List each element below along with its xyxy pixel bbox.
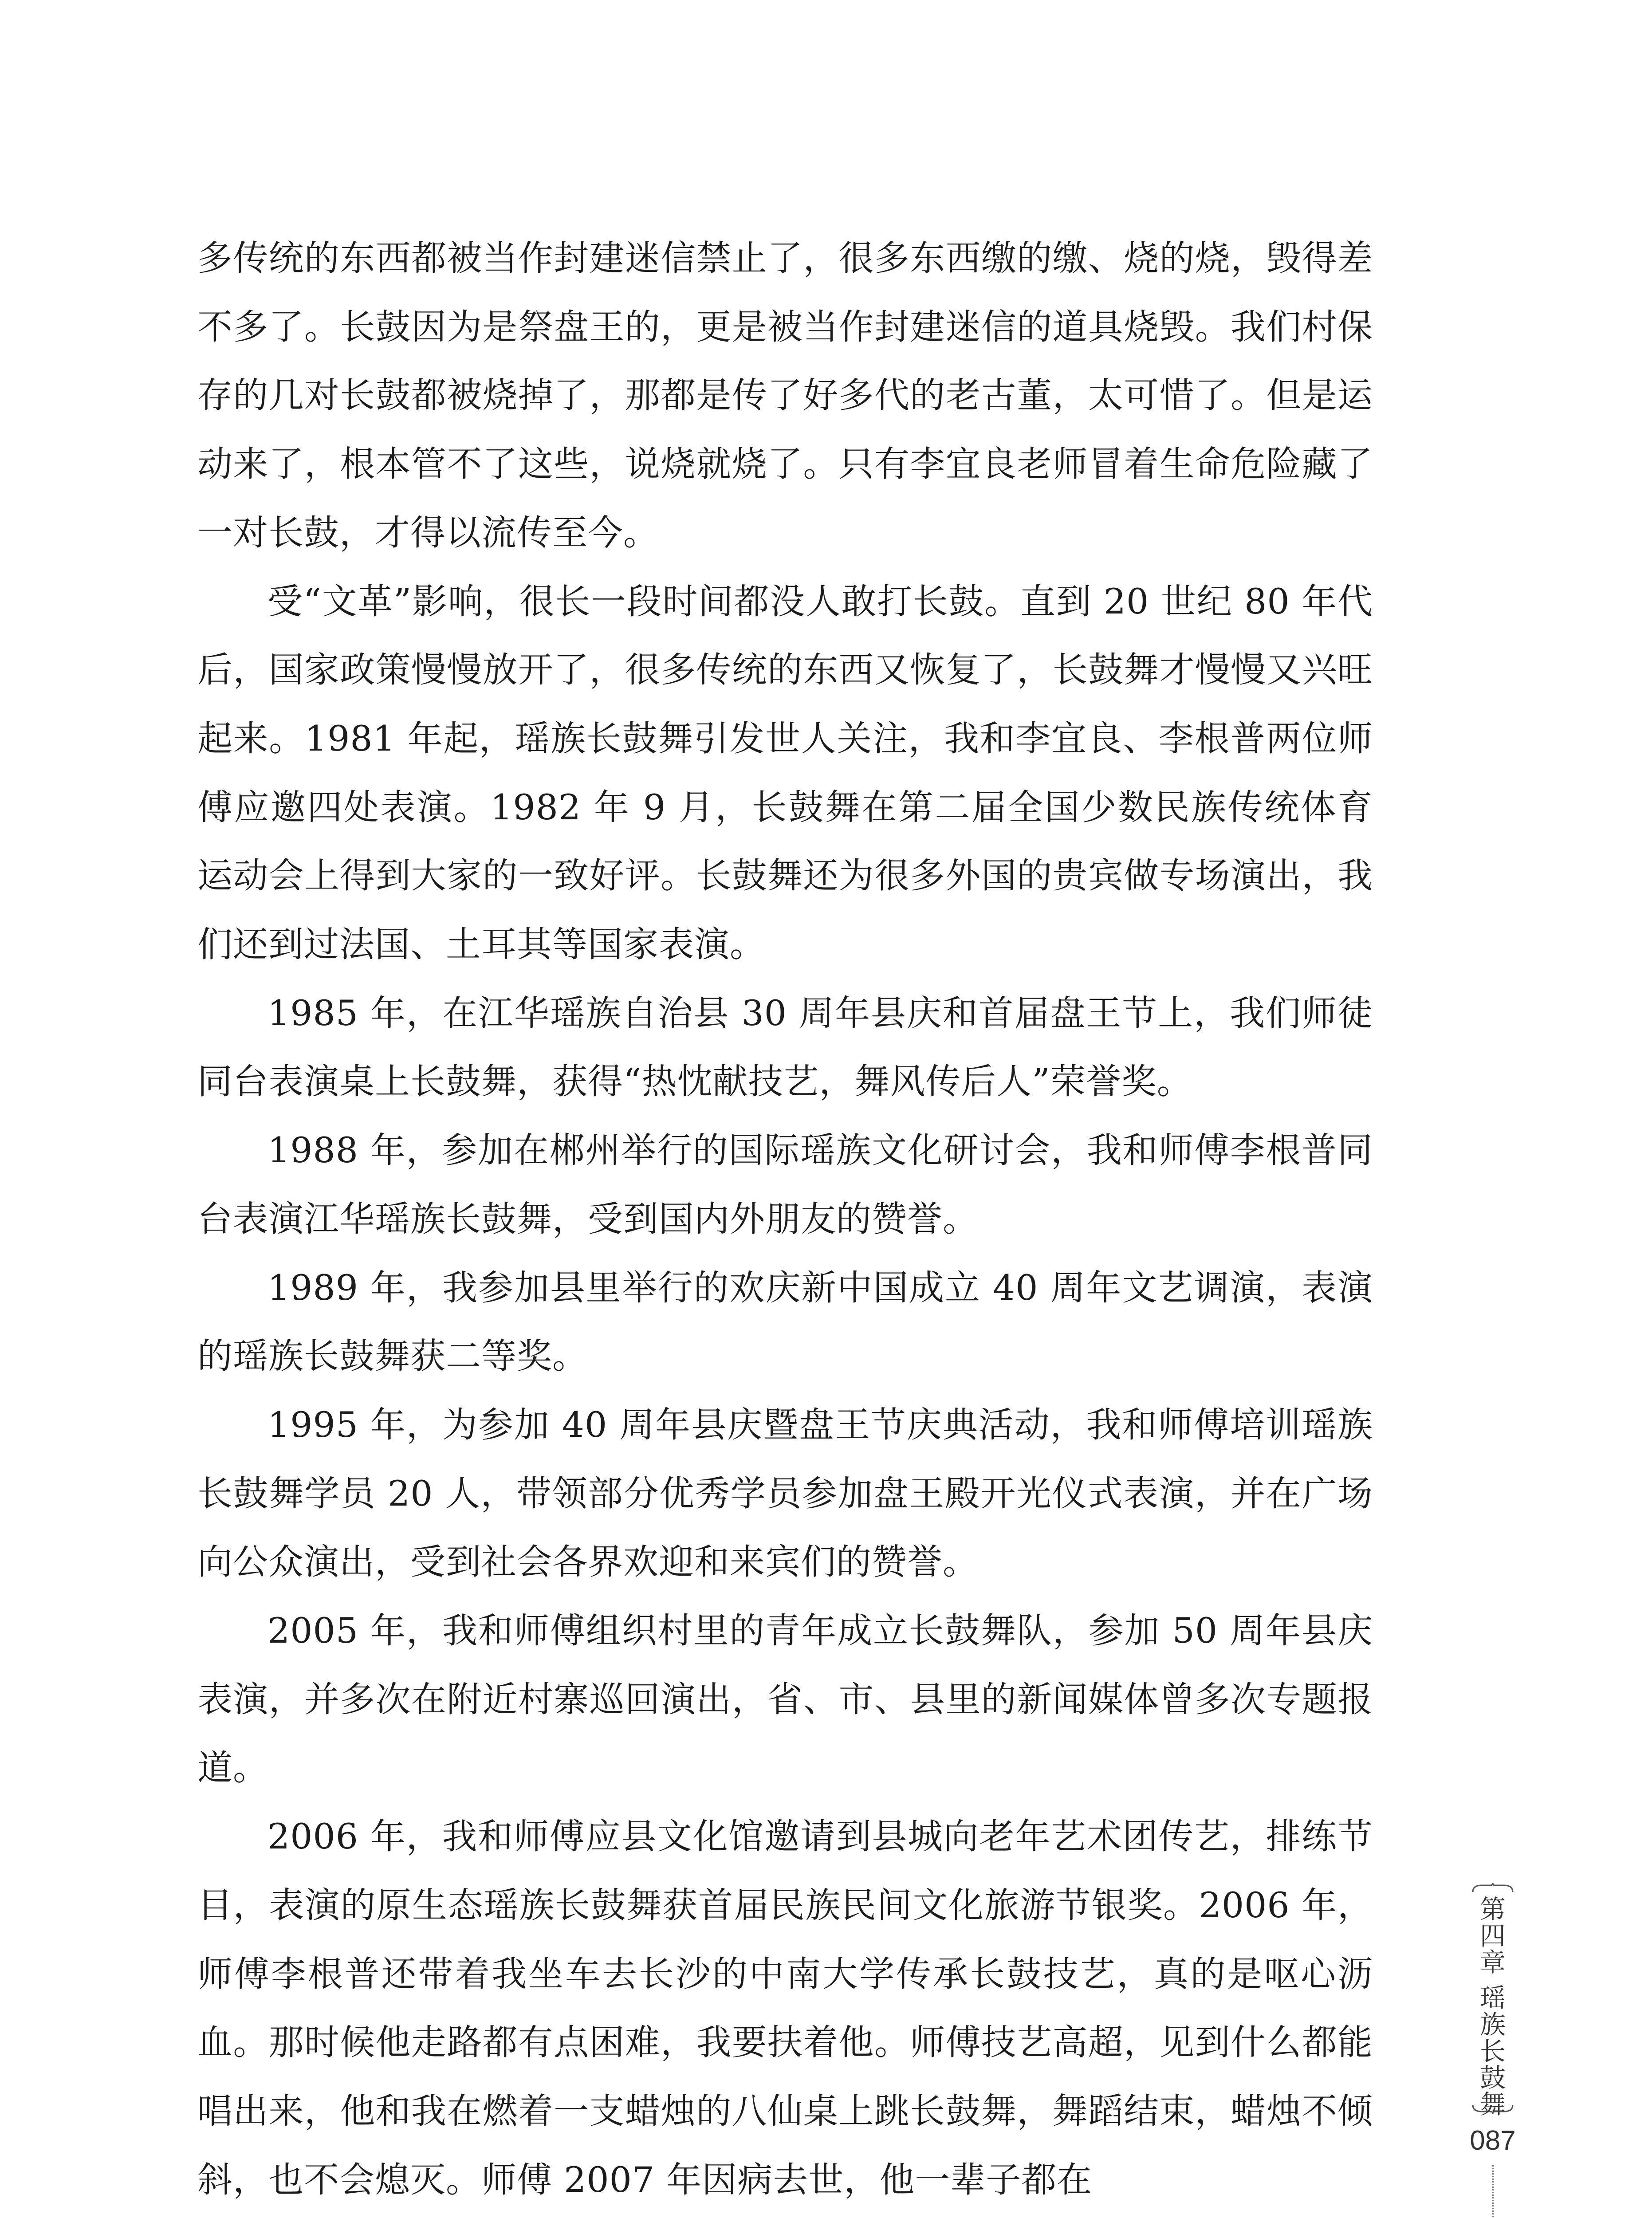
paragraph: 1988 年，参加在郴州举行的国际瑶族文化研讨会，我和师傅李根普同台表演江华瑶族长鼓舞，受到国内外朋友的赞誉。 — [197, 1130, 1373, 1239]
paragraph: 受“文革”影响，很长一段时间都没人敢打长鼓。直到 20 世纪 80 年代后，国家政策慢慢放开了，很多传统的东西又恢复了，长鼓舞才慢慢又兴旺起来。1981 年起，瑶族长鼓舞引发世人关注，我和李宜良、李根普两位师傅应邀四处表演。1982 年 9 月，长鼓舞在第二届全国少数民族传统体育运动会上得到大家的一致好评。长鼓舞还为很多外国的贵宾做专场演出，我们还到过法国、土耳其等国家表演。 — [197, 581, 1373, 965]
paragraph: 1995 年，为参加 40 周年县庆暨盘王节庆典活动，我和师傅培训瑶族长鼓舞学员 20 人，带领部分优秀学员参加盘王殿开光仪式表演，并在广场向公众演出，受到社会各界欢迎和来宾们的赞誉。 — [197, 1404, 1373, 1583]
paragraph: 2006 年，我和师傅应县文化馆邀请到县城向老年艺术团传艺，排练节目，表演的原生态瑶族长鼓舞获首届民族民间文化旅游节银奖。2006 年，师傅李根普还带着我坐车去长沙的中南大学传承长鼓技艺，真的是呕心沥血。那时候他走路都有点困难，我要扶着他。师傅技艺高超，见到什么都能唱出来，他和我在燃着一支蜡烛的八仙桌上跳长鼓舞，舞蹈结束，蜡烛不倾斜，也不会熄灭。师傅 2007 年因病去世，他一辈子都在 — [197, 1816, 1373, 2200]
running-head-char: 第 — [1479, 1894, 1506, 1924]
body-text — [197, 224, 1373, 2214]
paragraph: 1985 年，在江华瑶族自治县 30 周年县庆和首届盘王节上，我们师徒同台表演桌上长鼓舞，获得“热忱献技艺，舞风传后人”荣誉奖。 — [197, 992, 1373, 1102]
running-head-char: 四 — [1479, 1921, 1506, 1951]
running-head-char: 族 — [1479, 2010, 1506, 2040]
running-head-char: 鼓 — [1479, 2063, 1506, 2093]
running-head-char: 章 — [1479, 1947, 1506, 1978]
running-head-char: 长 — [1479, 2036, 1506, 2066]
running-head-char: 瑶 — [1479, 1983, 1506, 2013]
chapter-running-head — [1464, 1883, 1522, 2120]
running-head-char: 舞 — [1479, 2089, 1506, 2120]
paragraph: 多传统的东西都被当作封建迷信禁止了，很多东西缴的缴、烧的烧，毁得差不多了。长鼓因为是祭盘王的，更是被当作封建迷信的道具烧毁。我们村保存的几对长鼓都被烧掉了，那都是传了好多代的老古董，太可惜了。但是运动来了，根本管不了这些，说烧就烧了。只有李宜良老师冒着生命危险藏了一对长鼓，才得以流传至今。 — [197, 238, 1373, 553]
margin-dotted-rule — [1492, 2165, 1494, 2218]
page-number: 087 — [1470, 2125, 1516, 2156]
paragraph: 1989 年，我参加县里举行的欢庆新中国成立 40 周年文艺调演，表演的瑶族长鼓舞获二等奖。 — [197, 1267, 1373, 1377]
paragraph: 2005 年，我和师傅组织村里的青年成立长鼓舞队，参加 50 周年县庆表演，并多次在附近村寨巡回演出，省、市、县里的新闻媒体曾多次专题报道。 — [197, 1610, 1373, 1789]
